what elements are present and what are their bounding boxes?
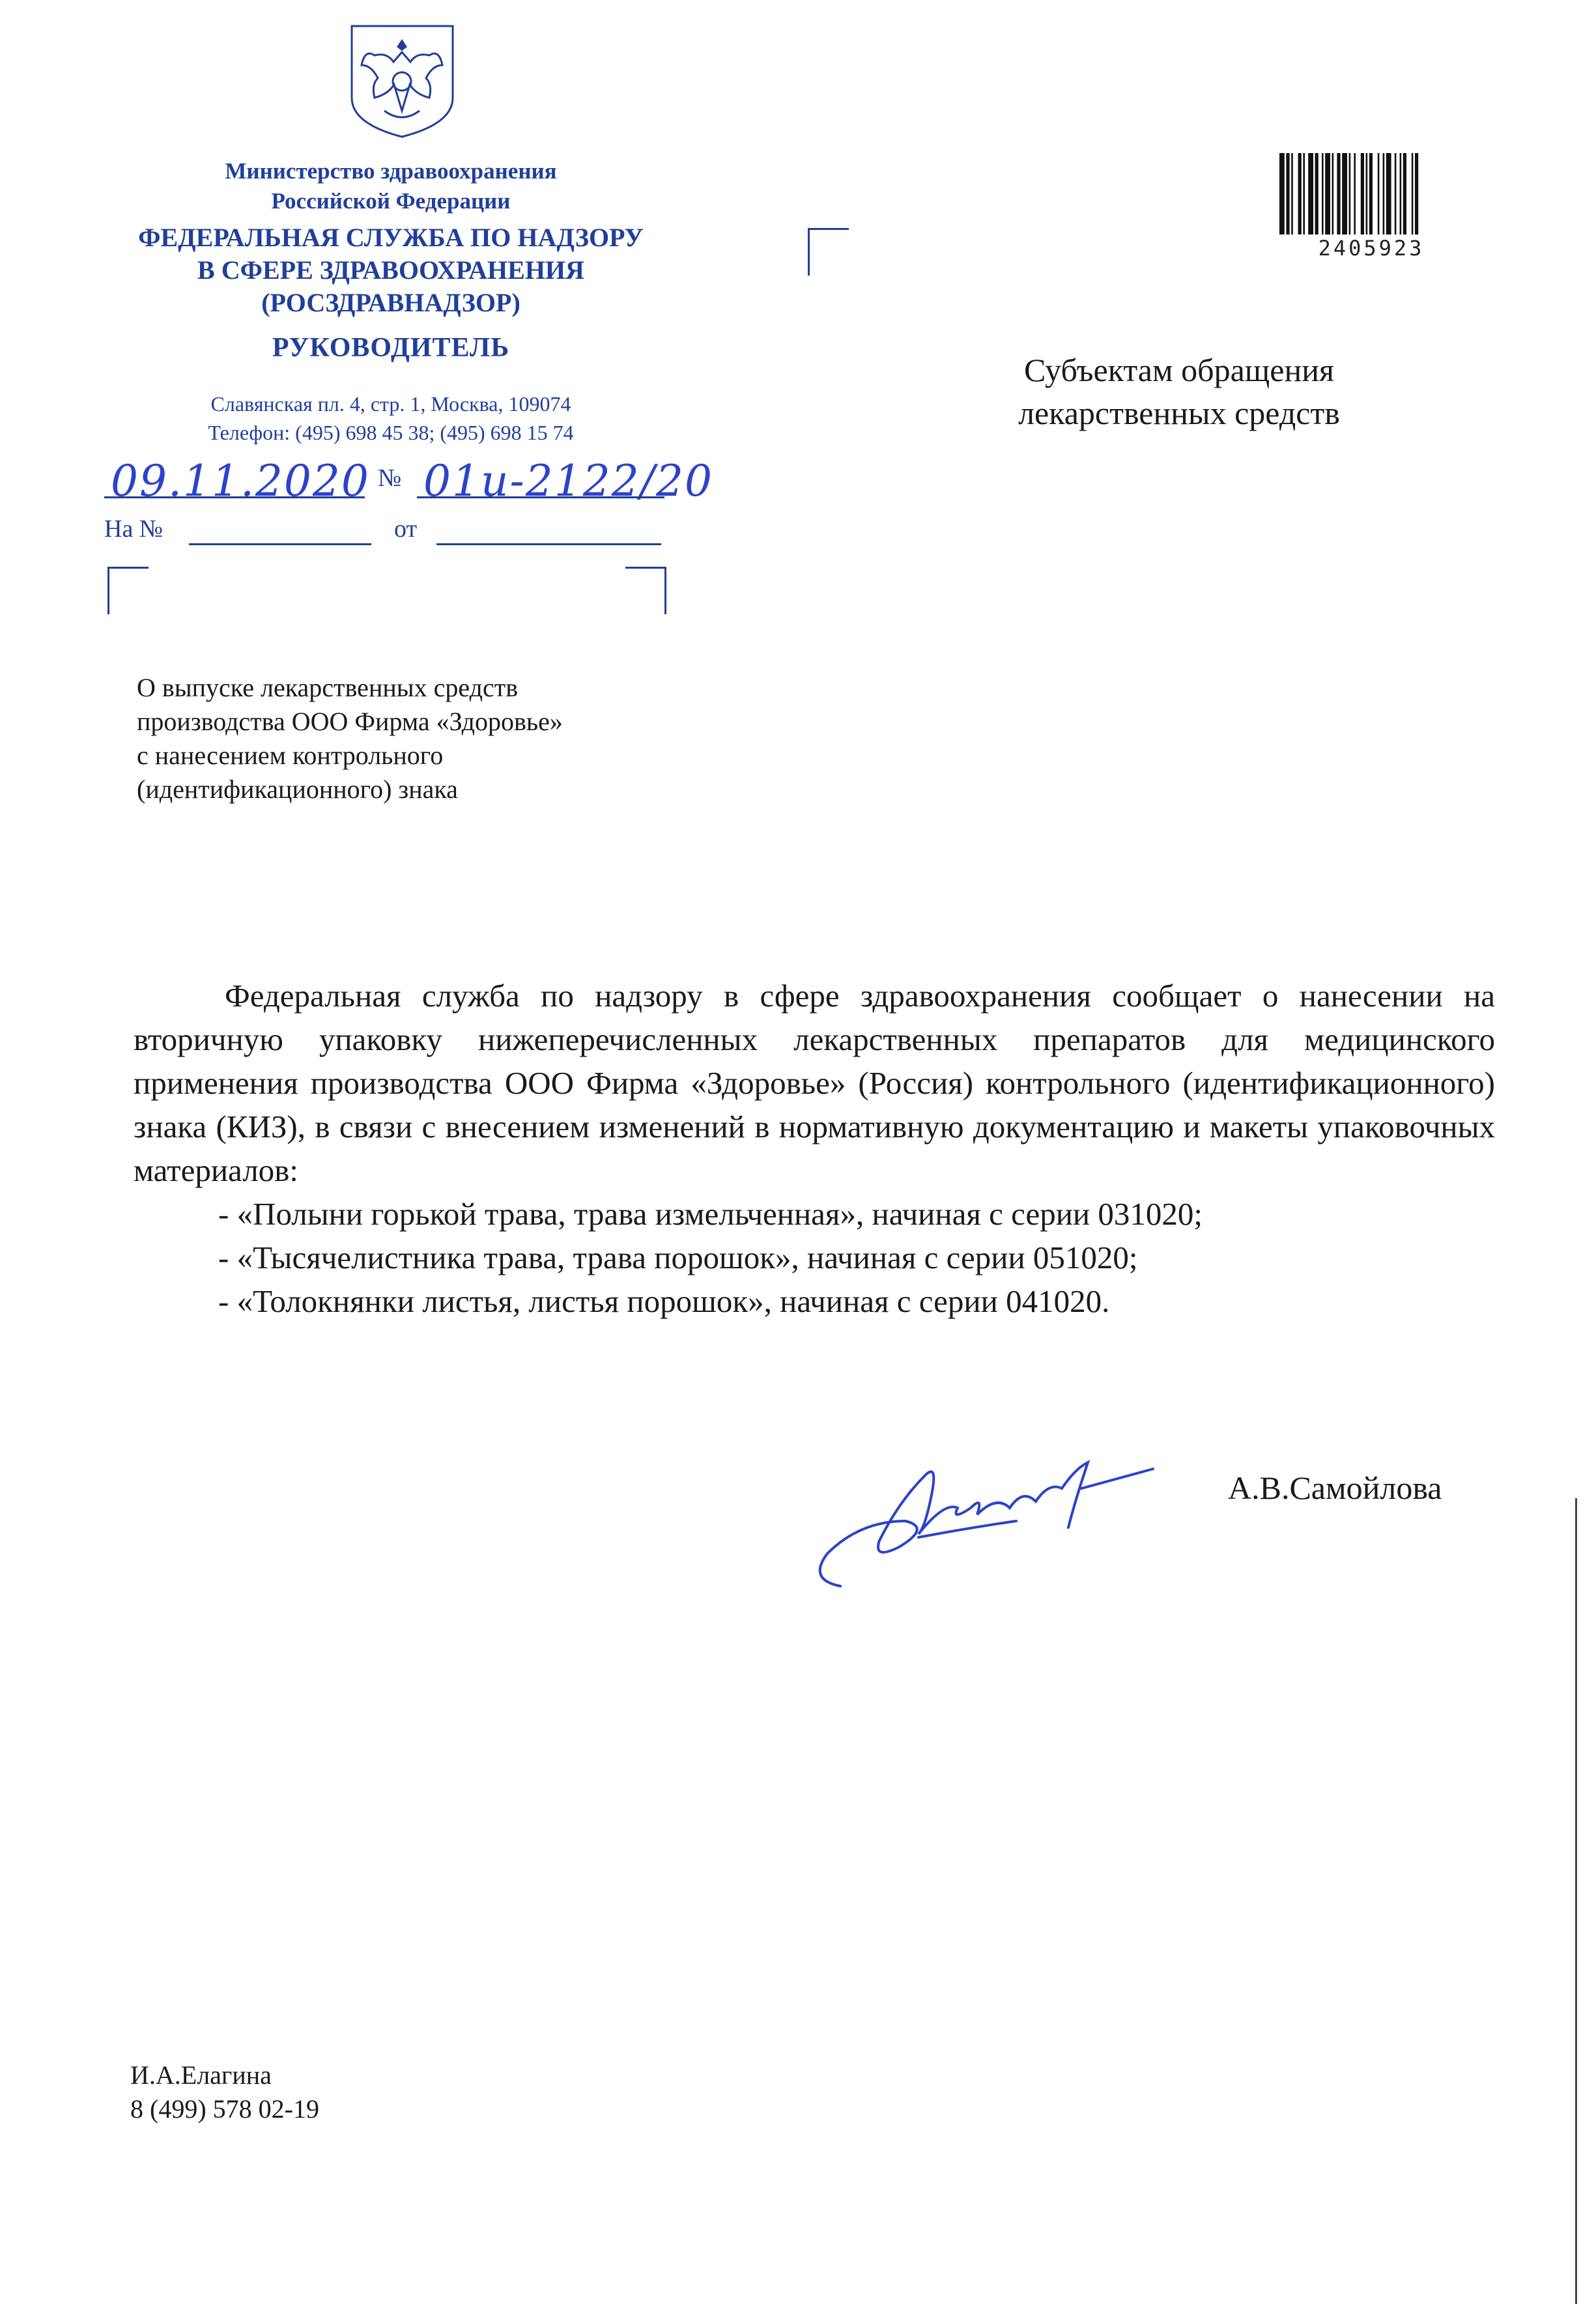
from-label: от [394,515,418,543]
coat-of-arms-icon [345,20,459,140]
signer-name: А.В.Самойлова [1228,1470,1442,1506]
corner-mark-right [625,567,666,614]
phone: Телефон: (495) 698 45 38; (495) 698 15 74 [208,421,574,444]
barcode-bar [1354,153,1356,235]
barcode-bar [1286,153,1289,235]
reply-date-underline [436,543,661,545]
subject-line-2: производства ООО Фирма «Здоровье» [137,707,563,736]
barcode [1277,153,1466,238]
list-item: - «Тысячелистника трава, трава порошок», начиная с серии 051020; [218,1240,1138,1275]
barcode-bar [1386,153,1391,235]
ministry-line-2: Российской Федерации [271,188,511,214]
barcode-bar [1378,153,1380,235]
barcode-bar [1279,153,1285,235]
letter-body [134,974,1495,1323]
subject-line-1: О выпуске лекарственных средств [137,673,519,702]
list-item: - «Толокнянки листья, листья порошок», начиная с серии 041020. [218,1283,1110,1319]
barcode-bar [1332,153,1334,235]
recipient-block [977,348,1381,434]
barcode-bar [1415,153,1418,235]
subject-block [137,671,723,806]
registration-line [104,456,756,506]
corner-mark-left [107,567,149,614]
barcode-bar [1400,153,1402,235]
barcode-bar [1337,153,1340,235]
corner-mark-top [808,228,849,276]
barcode-bar [1322,153,1324,235]
barcode-number: 2405923 [1318,236,1425,261]
product-list [134,1192,1495,1323]
recipient-line-2: лекарственных средств [1018,395,1340,431]
barcode-bar [1303,153,1305,235]
ministry-name [65,156,717,216]
registration-number: 01и-2122/20 [423,456,713,506]
barcode-bar [1325,153,1330,235]
service-line-2: В СФЕРЕ ЗДРАВООХРАНЕНИЯ [197,255,584,285]
reply-number-underline [189,543,371,545]
body-paragraph: Федеральная служба по надзору в сфере здравоохранения сообщает о нанесении на вторичную упаковку нижеперечисленных лекарственных препаратов для медицинского применения производства ООО Фирма «Здоровье» (Россия) контрольного (идентификационного) знака (КИЗ), в связи с внесением изменений в нормативную документацию и макеты упаковочных материалов: [134,978,1495,1188]
barcode-bar [1315,153,1318,235]
service-name [65,221,717,319]
executor-block [130,2058,319,2126]
date-underline [104,496,365,498]
barcode-bar [1298,153,1302,235]
barcode-bar [1361,153,1364,235]
reply-reference-line [104,515,691,554]
barcode-bar [1403,153,1406,235]
executor-phone: 8 (499) 578 02-19 [130,2094,319,2124]
reply-label: На № [104,515,164,543]
service-line-1: ФЕДЕРАЛЬНАЯ СЛУЖБА ПО НАДЗОРУ [138,223,644,252]
subject-line-4: (идентификационного) знака [137,775,458,804]
contact-block [65,390,717,447]
barcode-bar [1342,153,1347,235]
handwritten-signature [801,1423,1218,1606]
list-item: - «Полыни горькой трава, трава измельченная», начиная с серии 031020; [218,1196,1203,1232]
barcode-bar [1349,153,1351,235]
address: Славянская пл. 4, стр. 1, Москва, 109074 [210,392,571,416]
executor-name: И.А.Елагина [130,2060,272,2090]
barcode-bar [1308,153,1313,235]
position-title: РУКОВОДИТЕЛЬ [272,333,510,363]
barcode-bar [1291,153,1293,235]
number-underline [417,496,664,498]
number-sign: № [378,464,402,492]
ministry-line-1: Министерство здравоохранения [225,158,557,184]
service-line-3: (РОСЗДРАВНАДЗОР) [261,288,520,317]
barcode-bar [1366,153,1368,235]
subject-line-3: с нанесением контрольного [137,741,444,770]
barcode-bar [1369,153,1373,235]
barcode-bar [1383,153,1385,235]
recipient-line-1: Субъектам обращения [1024,352,1334,388]
registration-date: 09.11.2020 [111,456,370,506]
barcode-bar [1395,153,1397,235]
barcode-bar [1412,153,1414,235]
scan-edge-line [1575,1498,1577,2304]
